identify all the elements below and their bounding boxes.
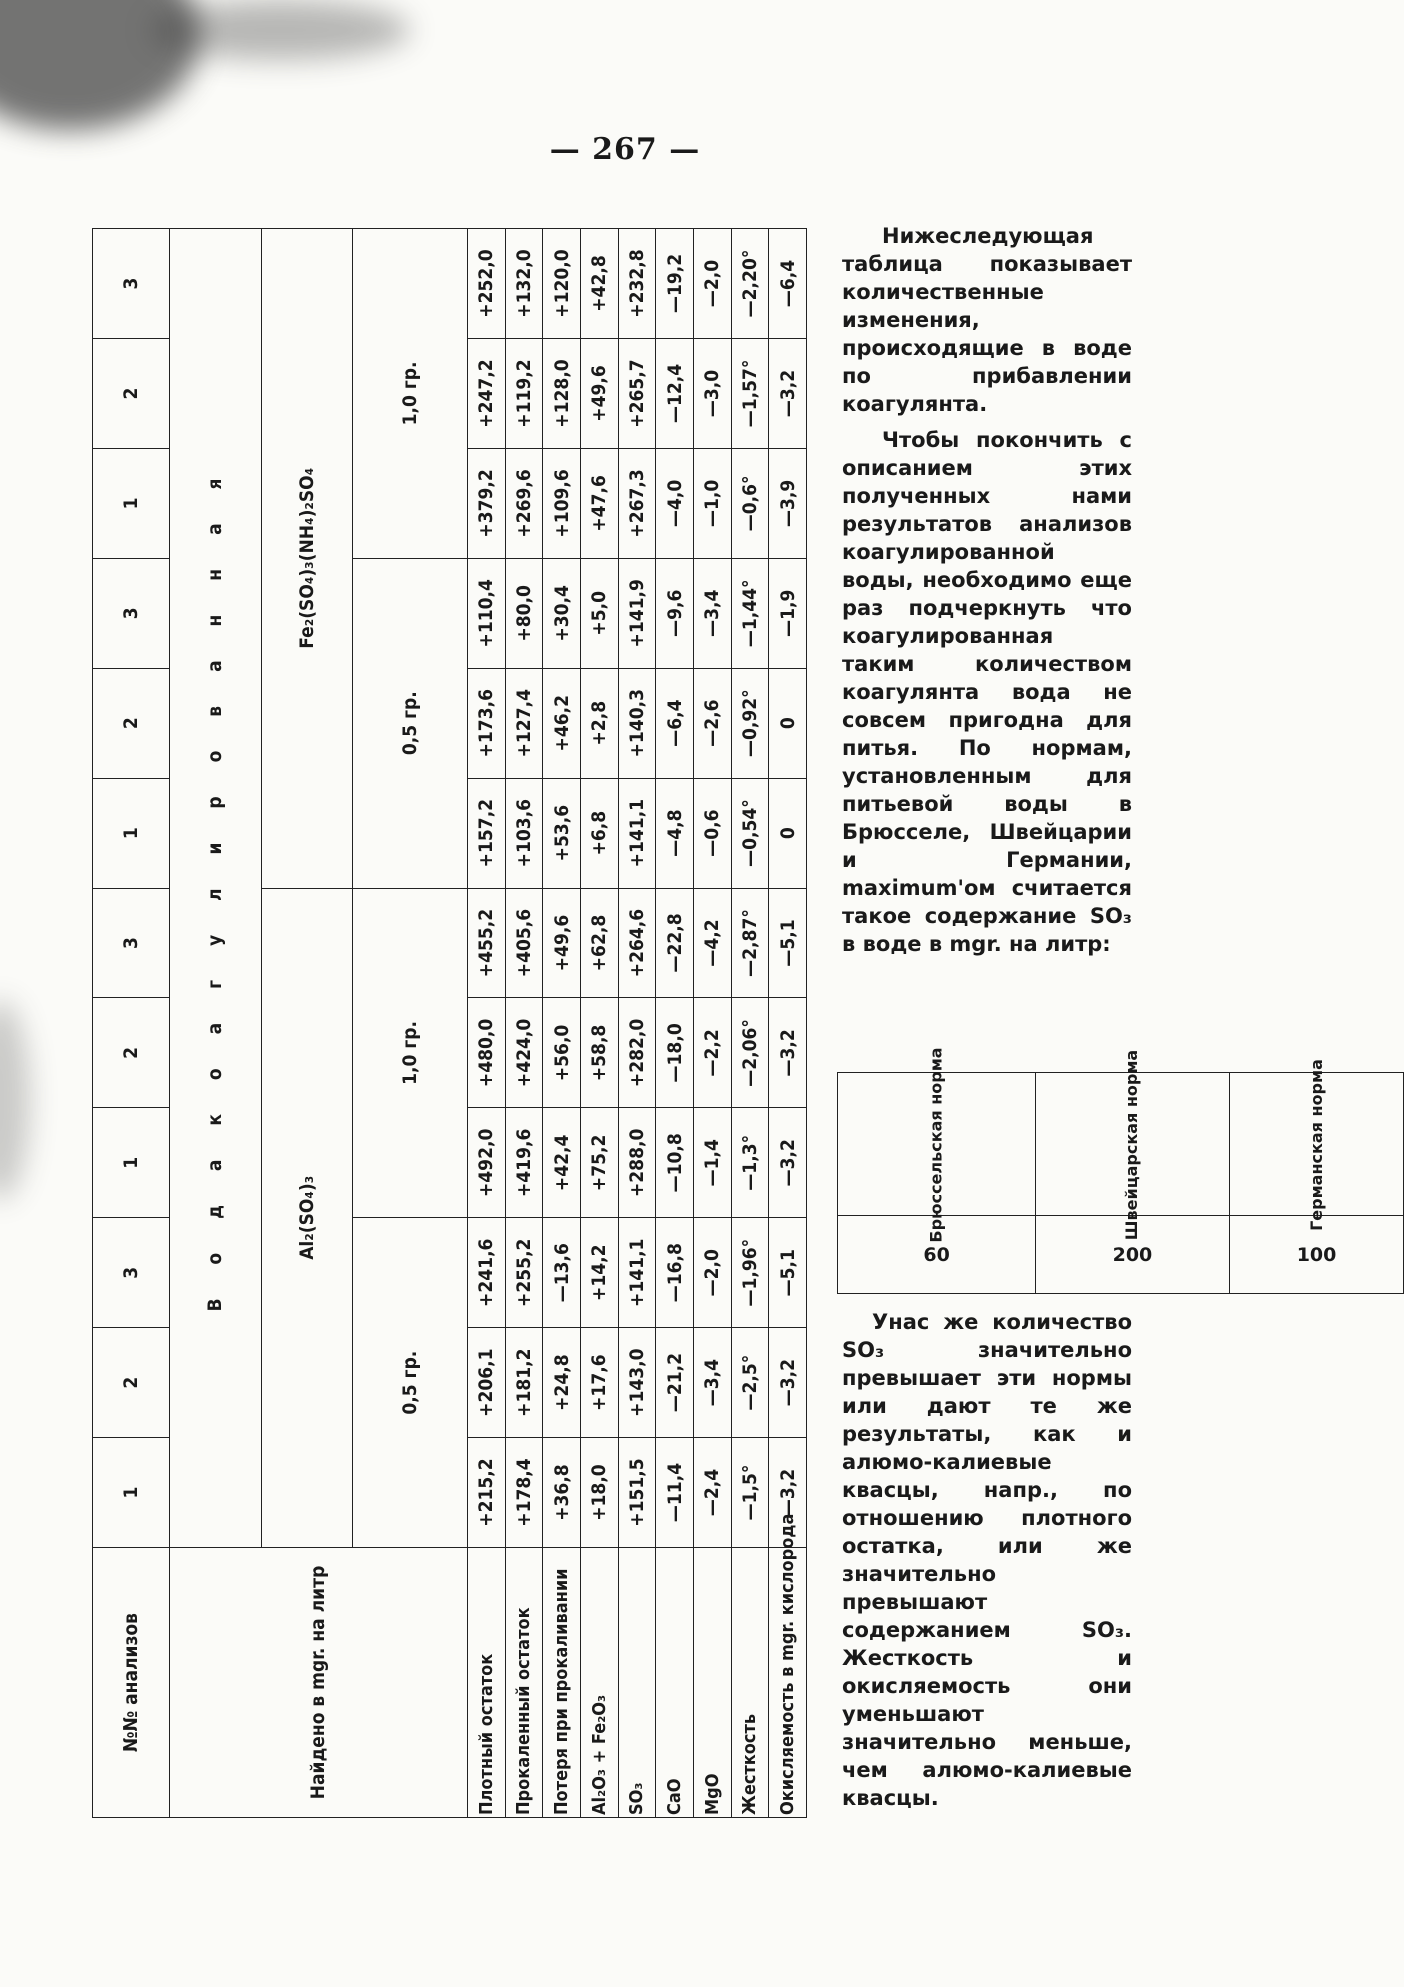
- table-cell: +127,4: [505, 668, 543, 778]
- table-cell: —0,6°: [731, 448, 769, 558]
- table-cell: +49,6: [580, 339, 618, 449]
- analysis-number: 2: [93, 339, 170, 449]
- table-cell: +53,6: [543, 778, 581, 888]
- table-cell: +143,0: [618, 1328, 656, 1438]
- norm-header: [1036, 1049, 1229, 1241]
- analysis-numbers-header: №№ анализов: [93, 1548, 170, 1818]
- reagent-header-fe: Fe₂(SO₄)₃(NH₄)₂SO₄: [261, 229, 353, 889]
- table-cell: +232,8: [618, 229, 656, 339]
- analysis-number: 2: [93, 668, 170, 778]
- table-cell: —3,4: [693, 1328, 731, 1438]
- table-cell: +178,4: [505, 1438, 543, 1548]
- table-cell: +14,2: [580, 1218, 618, 1328]
- table-cell: —6,4: [656, 668, 694, 778]
- table-cell: —2,5°: [731, 1328, 769, 1438]
- table-cell: —10,8: [656, 1108, 694, 1218]
- paragraph: Нижеследующая таблица показывает количественные изменения, происходящие в воде по прибавлении коагулянта.: [842, 224, 1132, 416]
- table-cell: +49,6: [543, 888, 581, 998]
- table-cell: 0: [769, 668, 807, 778]
- row-label: Жесткость: [731, 1548, 769, 1818]
- table-cell: —3,2: [769, 1438, 807, 1548]
- paragraph: Чтобы покончить с описанием этих полученных нами результатов анализов коагулированной воды, необходимо еще раз подчеркнуть что коагулированная таким количеством коагулянта вода не совсем пригодна для питья. По нормам, установленным для питьевой воды в Брюсселе, Швейцарии и Германии, maximum'ом считается такое содержание SO₃ в воде в mgr. на литр:: [842, 428, 1132, 956]
- table-cell: +141,1: [618, 1218, 656, 1328]
- table-cell: +480,0: [468, 998, 506, 1108]
- table-row: [505, 229, 543, 1818]
- table-cell: +110,4: [468, 558, 506, 668]
- table-cell: —22,8: [656, 888, 694, 998]
- norm-header-label: Германская норма: [1306, 1059, 1326, 1231]
- table-cell: +215,2: [468, 1438, 506, 1548]
- table-cell: +6,8: [580, 778, 618, 888]
- table-cell: +419,6: [505, 1108, 543, 1218]
- dose-header: 1,0 гр.: [353, 888, 468, 1218]
- table-cell: +109,6: [543, 448, 581, 558]
- table-cell: +269,6: [505, 448, 543, 558]
- paragraph: Унас же количество SO₃ значительно превышает эти нормы или дают те же результаты, как и алюмо-калиевые квасцы, напр., по отношению плотного остатка, или же значительно превышают содержанием SO₃. Жесткость и окисляемость они уменьшают значительно меньше, чем алюмо-калиевые квасцы.: [842, 1310, 1132, 1810]
- table-cell: +140,3: [618, 668, 656, 778]
- analysis-number: 1: [93, 1438, 170, 1548]
- table-cell: +141,9: [618, 558, 656, 668]
- table-cell: —4,2: [693, 888, 731, 998]
- table-cell: —6,4: [769, 229, 807, 339]
- table-row: [769, 229, 807, 1818]
- norm-value: 100: [1229, 1216, 1404, 1294]
- analysis-number: 3: [93, 558, 170, 668]
- table-cell: +18,0: [580, 1438, 618, 1548]
- analysis-number: 2: [93, 998, 170, 1108]
- table-cell: +2,8: [580, 668, 618, 778]
- table-cell: —16,8: [656, 1218, 694, 1328]
- dose-header: 0,5 гр.: [353, 558, 468, 888]
- row-label: CaO: [656, 1548, 694, 1818]
- table-cell: —9,6: [656, 558, 694, 668]
- table-cell: +42,8: [580, 229, 618, 339]
- table-cell: +247,2: [468, 339, 506, 449]
- table-cell: —19,2: [656, 229, 694, 339]
- table-cell: +36,8: [543, 1438, 581, 1548]
- scan-smudge-top: [150, 0, 410, 60]
- table-cell: —2,4: [693, 1438, 731, 1548]
- row-label: Плотный остаток: [468, 1548, 506, 1818]
- row-label: SO₃: [618, 1548, 656, 1818]
- table-cell: —3,2: [769, 339, 807, 449]
- table-cell: —3,0: [693, 339, 731, 449]
- norms-table: [837, 1047, 1404, 1294]
- table-cell: +128,0: [543, 339, 581, 449]
- table-row: [543, 229, 581, 1818]
- table-cell: +173,6: [468, 668, 506, 778]
- page-number: — 267 —: [549, 132, 701, 167]
- table-cell: —3,9: [769, 448, 807, 558]
- table-cell: +62,8: [580, 888, 618, 998]
- table-cell: —1,0: [693, 448, 731, 558]
- table-cell: —2,87°: [731, 888, 769, 998]
- table-cell: —2,0: [693, 1218, 731, 1328]
- table-cell: —12,4: [656, 339, 694, 449]
- table-cell: +424,0: [505, 998, 543, 1108]
- table-cell: —0,6: [693, 778, 731, 888]
- analysis-number: 3: [93, 229, 170, 339]
- table-cell: +80,0: [505, 558, 543, 668]
- table-cell: +241,6: [468, 1218, 506, 1328]
- analysis-number: 1: [93, 778, 170, 888]
- table-row: [468, 229, 506, 1818]
- table-cell: +282,0: [618, 998, 656, 1108]
- table-cell: —3,2: [769, 1328, 807, 1438]
- table-cell: +5,0: [580, 558, 618, 668]
- table-cell: +288,0: [618, 1108, 656, 1218]
- table-cell: —2,6: [693, 668, 731, 778]
- table-row: [618, 229, 656, 1818]
- table-cell: +24,8: [543, 1328, 581, 1438]
- table-cell: +405,6: [505, 888, 543, 998]
- table-cell: +75,2: [580, 1108, 618, 1218]
- analysis-table: [92, 228, 807, 1818]
- table-cell: —3,2: [769, 998, 807, 1108]
- table-cell: —1,3°: [731, 1108, 769, 1218]
- table-cell: +255,2: [505, 1218, 543, 1328]
- table-cell: —11,4: [656, 1438, 694, 1548]
- dose-header: 1,0 гр.: [353, 229, 468, 559]
- table-body: [468, 229, 807, 1818]
- dose-header: 0,5 гр.: [353, 1218, 468, 1548]
- table-cell: +455,2: [468, 888, 506, 998]
- table-cell: +30,4: [543, 558, 581, 668]
- table-cell: —18,0: [656, 998, 694, 1108]
- table-cell: +252,0: [468, 229, 506, 339]
- table-cell: —2,06°: [731, 998, 769, 1108]
- table-cell: +492,0: [468, 1108, 506, 1218]
- norm-header: [1229, 1059, 1404, 1231]
- table-cell: —2,20°: [731, 229, 769, 339]
- table-cell: +141,1: [618, 778, 656, 888]
- table-cell: 0: [769, 778, 807, 888]
- table-cell: +151,5: [618, 1438, 656, 1548]
- table-cell: —1,57°: [731, 339, 769, 449]
- table-cell: —2,0: [693, 229, 731, 339]
- table-cell: +47,6: [580, 448, 618, 558]
- side-text: [842, 222, 1132, 966]
- table-cell: +265,7: [618, 339, 656, 449]
- water-header: В о д а к о а г у л и р о в а н н а я: [169, 229, 261, 1548]
- table-cell: —1,44°: [731, 558, 769, 668]
- table-cell: —13,6: [543, 1218, 581, 1328]
- table-row: [731, 229, 769, 1818]
- norm-value: 200: [1036, 1216, 1229, 1294]
- table-cell: —4,8: [656, 778, 694, 888]
- table-cell: —3,2: [769, 1108, 807, 1218]
- analysis-number: 2: [93, 1328, 170, 1438]
- table-cell: +119,2: [505, 339, 543, 449]
- table-cell: +181,2: [505, 1328, 543, 1438]
- table-cell: —21,2: [656, 1328, 694, 1438]
- table-cell: —4,0: [656, 448, 694, 558]
- table-cell: +120,0: [543, 229, 581, 339]
- analysis-number: 3: [93, 888, 170, 998]
- table-cell: +17,6: [580, 1328, 618, 1438]
- table-cell: +132,0: [505, 229, 543, 339]
- table-cell: +42,4: [543, 1108, 581, 1218]
- table-cell: —1,9: [769, 558, 807, 668]
- table-cell: —1,96°: [731, 1218, 769, 1328]
- analysis-table-frame: [92, 228, 807, 1818]
- side-text-continued: [842, 1308, 1132, 1812]
- table-cell: —5,1: [769, 1218, 807, 1328]
- table-cell: —1,4: [693, 1108, 731, 1218]
- row-label: Al₂O₃ + Fe₂O₃: [580, 1548, 618, 1818]
- table-row: [693, 229, 731, 1818]
- table-cell: +264,6: [618, 888, 656, 998]
- table-cell: —1,5°: [731, 1438, 769, 1548]
- table-cell: +103,6: [505, 778, 543, 888]
- table-cell: +46,2: [543, 668, 581, 778]
- norm-header-label: Брюссельская норма: [926, 1047, 946, 1243]
- row-label: Потеря при прокаливании: [543, 1548, 581, 1818]
- table-row: [580, 229, 618, 1818]
- table-cell: —5,1: [769, 888, 807, 998]
- analysis-number: 1: [93, 1108, 170, 1218]
- table-cell: +206,1: [468, 1328, 506, 1438]
- table-cell: +379,2: [468, 448, 506, 558]
- analysis-number: 1: [93, 448, 170, 558]
- norm-value: 60: [838, 1216, 1036, 1294]
- table-cell: +58,8: [580, 998, 618, 1108]
- reagent-header-al: Al₂(SO₄)₃: [261, 888, 353, 1547]
- table-cell: +267,3: [618, 448, 656, 558]
- scan-smudge-left: [0, 1000, 30, 1200]
- table-cell: —3,4: [693, 558, 731, 668]
- norm-header-label: Швейцарская норма: [1122, 1049, 1142, 1241]
- table-cell: +56,0: [543, 998, 581, 1108]
- found-header: Найдено в mgr. на литр: [169, 1548, 467, 1818]
- table-cell: —0,54°: [731, 778, 769, 888]
- table-cell: —0,92°: [731, 668, 769, 778]
- row-label: Окисляемость в mgr. кислорода: [769, 1548, 807, 1818]
- table-row: [656, 229, 694, 1818]
- table-cell: +157,2: [468, 778, 506, 888]
- table-cell: —2,2: [693, 998, 731, 1108]
- row-label: Прокаленный остаток: [505, 1548, 543, 1818]
- analysis-number: 3: [93, 1218, 170, 1328]
- row-label: MgO: [693, 1548, 731, 1818]
- norm-header: [838, 1047, 1036, 1243]
